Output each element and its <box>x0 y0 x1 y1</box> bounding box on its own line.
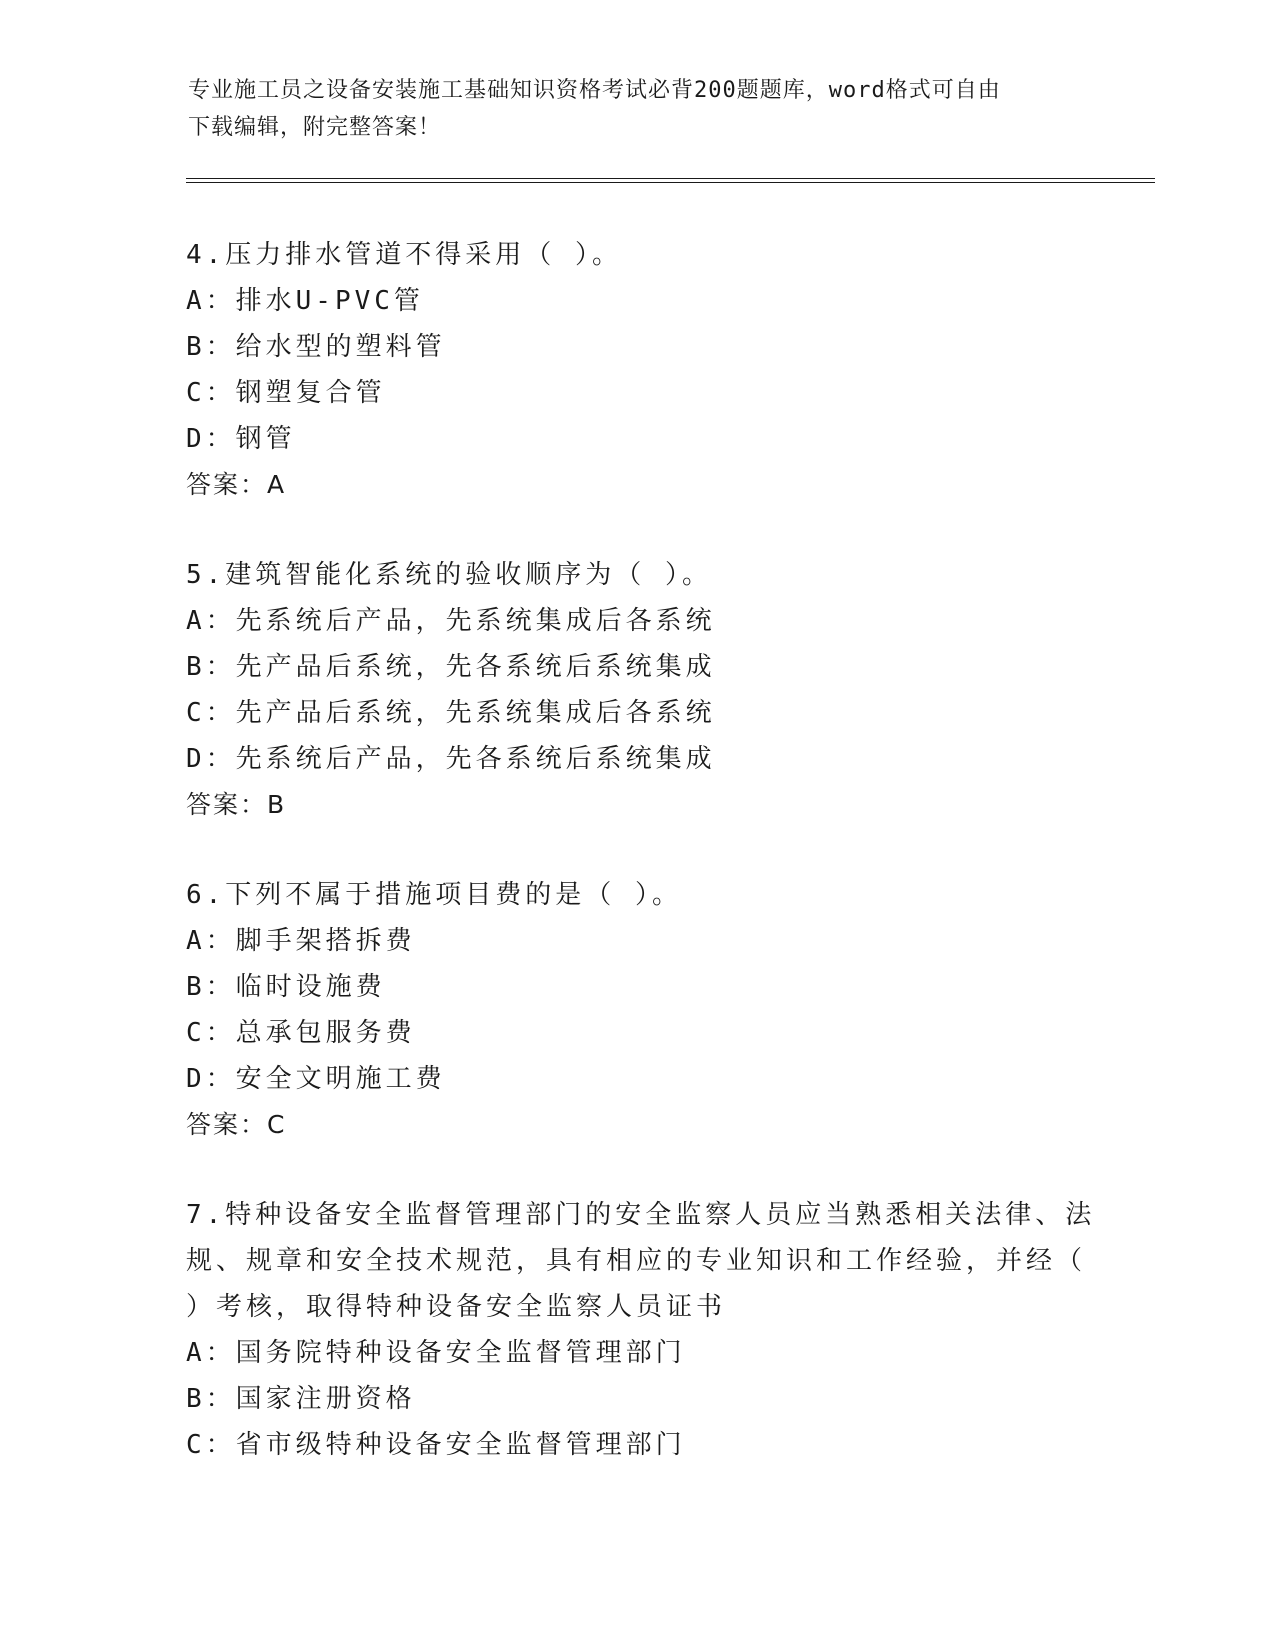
option-d: D：安全文明施工费 <box>186 1064 446 1094</box>
option-a: A：脚手架搭拆费 <box>186 926 416 956</box>
question-stem-line-1: 7.特种设备安全监督管理部门的安全监察人员应当熟悉相关法律、法 <box>186 1200 1096 1230</box>
option-d: D：先系统后产品，先各系统后系统集成 <box>186 744 716 774</box>
question-stem-line-2: 规、规章和安全技术规范，具有相应的专业知识和工作经验，并经（ <box>186 1246 1087 1276</box>
option-c: C：钢塑复合管 <box>186 378 386 408</box>
option-b: B：给水型的塑料管 <box>186 332 446 362</box>
option-b: B：国家注册资格 <box>186 1384 416 1414</box>
header-divider-bottom <box>186 182 1155 183</box>
option-b: B：先产品后系统，先各系统后系统集成 <box>186 652 716 682</box>
answer: 答案：B <box>186 790 287 819</box>
option-c: C：先产品后系统，先系统集成后各系统 <box>186 698 716 728</box>
question-4 <box>186 232 1086 508</box>
question-6 <box>186 872 1086 1148</box>
question-stem: 6.下列不属于措施项目费的是（ ）。 <box>186 880 682 910</box>
question-stem <box>186 1192 1096 1330</box>
header-line-1: 专业施工员之设备安装施工基础知识资格考试必背200题题库，word格式可自由 <box>188 78 1001 103</box>
option-a: A：国务院特种设备安全监督管理部门 <box>186 1338 686 1368</box>
answer: 答案：C <box>186 1110 287 1139</box>
header-line-2: 下载编辑，附完整答案！ <box>188 115 442 140</box>
question-stem: 5.建筑智能化系统的验收顺序为（ ）。 <box>186 560 712 590</box>
question-stem-line-3: ）考核，取得特种设备安全监察人员证书 <box>186 1292 727 1322</box>
question-7 <box>186 1192 1096 1468</box>
option-c: C：省市级特种设备安全监督管理部门 <box>186 1430 686 1460</box>
option-a: A：排水U-PVC管 <box>186 286 424 316</box>
header-divider-top <box>186 178 1155 179</box>
answer: 答案：A <box>186 470 287 499</box>
question-stem: 4.压力排水管道不得采用（ ）。 <box>186 240 622 270</box>
option-b: B：临时设施费 <box>186 972 386 1002</box>
question-5 <box>186 552 1086 828</box>
document-header <box>188 72 1088 146</box>
option-a: A：先系统后产品，先系统集成后各系统 <box>186 606 716 636</box>
option-d: D：钢管 <box>186 424 296 454</box>
option-c: C：总承包服务费 <box>186 1018 416 1048</box>
